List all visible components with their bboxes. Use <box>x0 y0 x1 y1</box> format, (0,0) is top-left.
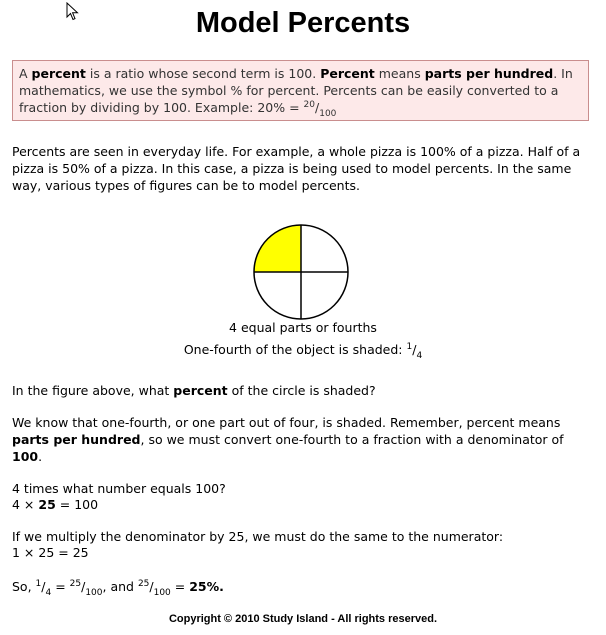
explanation-text: We know that one-fourth, or one part out of four, is shaded. Remember, percent means <box>12 415 561 430</box>
question-keyword: percent <box>173 383 228 398</box>
step1-equation <box>12 496 592 513</box>
page-title: Model Percents <box>195 7 411 39</box>
step1-question: 4 times what number equals 100? <box>12 481 226 496</box>
definition-text: . <box>553 66 558 81</box>
fraction-slash: / <box>149 579 154 594</box>
figure-caption-shaded <box>0 341 606 361</box>
fraction-slash: / <box>41 579 46 594</box>
fraction-slash: / <box>412 342 417 357</box>
step2-equation: 1 × 25 = 25 <box>12 545 89 560</box>
question <box>12 382 592 399</box>
fraction-numerator: 1 <box>406 342 413 352</box>
fraction-denominator: 100 <box>153 588 171 598</box>
question-text: of the circle is shaded? <box>227 383 376 398</box>
answer-text: So, <box>12 579 36 594</box>
definition-text: In mathematics, we use the symbol % for percent. Percents can be easily converted to a fraction by dividing by 100. Example: 20% = <box>19 66 573 115</box>
figure-caption-parts: 4 equal parts or fourths <box>229 320 377 335</box>
fraction-denominator: 100 <box>85 588 103 598</box>
answer-text: , and <box>102 579 138 594</box>
definition-text: A <box>19 66 32 81</box>
term-percent: percent <box>31 66 86 81</box>
answer-line <box>12 578 592 598</box>
term-100: 100 <box>12 449 39 464</box>
question-text: In the figure above, what <box>12 383 174 398</box>
fraction-denominator: 4 <box>45 588 52 598</box>
equation-text: 4 × <box>12 497 39 512</box>
definition-box <box>12 60 589 121</box>
answer-text: = <box>170 579 190 594</box>
definition-text: is a ratio whose second term is 100. <box>85 66 321 81</box>
fraction-slash: / <box>81 579 86 594</box>
explanation-text: , so we must convert one-fourth to a fraction with a denominator of <box>140 432 564 447</box>
term-parts-per-hundred: parts per hundred <box>424 66 554 81</box>
equation-text: = 100 <box>55 497 99 512</box>
multiplier-25: 25 <box>38 497 56 512</box>
step2-explanation: If we multiply the denominator by 25, we must do the same to the numerator: <box>12 529 504 544</box>
answer-result: 25%. <box>189 579 224 594</box>
fraction-numerator: 25 <box>69 579 82 589</box>
answer-text: = <box>51 579 70 594</box>
fraction-numerator: 25 <box>137 579 150 589</box>
term-percent: Percent <box>320 66 375 81</box>
copyright-footer: Copyright © 2010 Study Island - All rights reserved. <box>168 613 438 625</box>
fraction-slash: / <box>315 100 320 115</box>
fraction-denominator: 100 <box>319 109 337 119</box>
intro-paragraph: Percents are seen in everyday life. For example, a whole pizza is 100% of a pizza. Half of a pizza is 50% of a pizza. In this case, a pizza is being used to model percents. In the same way, various types of figures can be to model percents. <box>12 144 581 193</box>
explanation-paragraph <box>12 414 592 465</box>
caption-text: One-fourth of the object is shaded: <box>183 342 407 357</box>
fraction-numerator: 20 <box>303 100 315 110</box>
explanation-text: . <box>38 449 43 464</box>
pie-figure <box>253 224 349 320</box>
term-parts-per-hundred: parts per hundred <box>12 432 141 447</box>
fraction-numerator: 1 <box>35 579 42 589</box>
fraction-denominator: 4 <box>416 351 423 361</box>
definition-text: means <box>374 66 425 81</box>
